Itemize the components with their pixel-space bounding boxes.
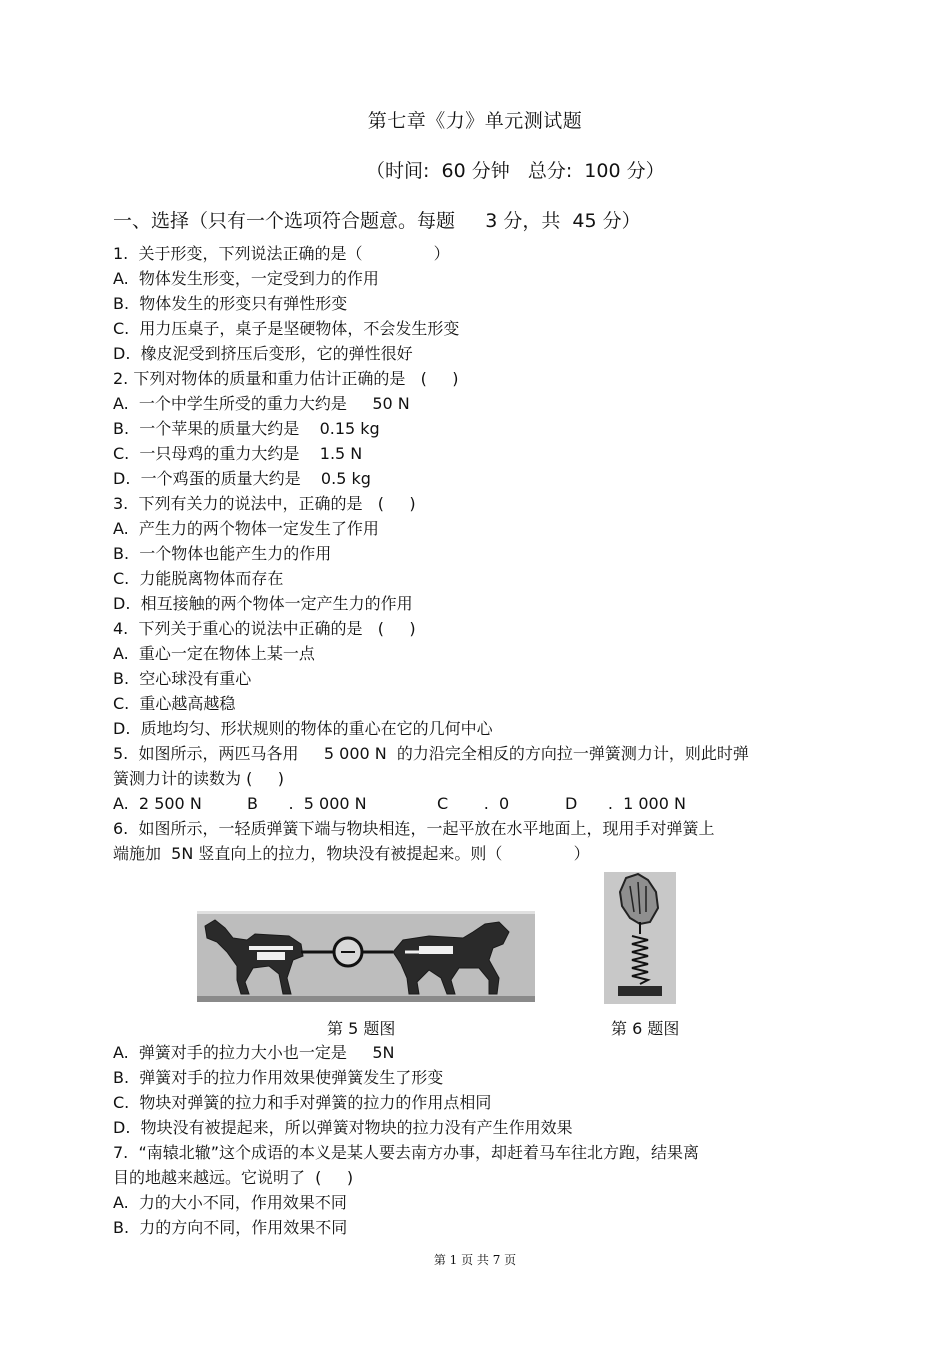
question-line: B. 一个苹果的质量大约是 0.15 kg: [113, 419, 380, 438]
figure-6-caption: 第 6 题图: [611, 1019, 680, 1038]
question-line: C. 一只母鸡的重力大约是 1.5 N: [113, 444, 363, 463]
figure-5-caption: 第 5 题图: [327, 1019, 396, 1038]
question-line: C. 用力压桌子，桌子是坚硬物体，不会发生形变: [113, 319, 460, 338]
question-line: B. 弹簧对手的拉力作用效果使弹簧发生了形变: [113, 1068, 444, 1087]
question-line: 目的地越来越远。它说明了 ( ): [113, 1168, 354, 1187]
q5-options: [113, 791, 833, 816]
question-block-2: [113, 1040, 833, 1240]
question-line: B. 空心球没有重心: [113, 669, 252, 688]
question-line: A. 弹簧对手的拉力大小也一定是 5N: [113, 1043, 395, 1062]
question-line: C. 力能脱离物体而存在: [113, 569, 284, 588]
question-line: 1. 关于形变，下列说法正确的是（ ）: [113, 244, 450, 263]
page-footer: 第 1 页 共 7 页: [433, 1253, 517, 1267]
option-d: D . 1 000 N: [565, 794, 686, 813]
spring-hand-figure: [604, 872, 676, 1004]
option-c: C . 0: [437, 794, 510, 813]
question-line: A. 一个中学生所受的重力大约是 50 N: [113, 394, 410, 413]
question-line: 6. 如图所示，一轻质弹簧下端与物块相连，一起平放在水平地面上，现用手对弹簧上: [113, 819, 715, 838]
question-line: D. 一个鸡蛋的质量大约是 0.5 kg: [113, 469, 371, 488]
question-line: B. 一个物体也能产生力的作用: [113, 544, 332, 563]
question-line: D. 物块没有被提起来，所以弹簧对物块的拉力没有产生作用效果: [113, 1118, 573, 1137]
question-line: B. 力的方向不同，作用效果不同: [113, 1218, 348, 1237]
question-block-1: [113, 241, 833, 866]
block-icon: [618, 986, 662, 996]
page-title: 第七章《力》单元测试题: [367, 110, 583, 132]
question-line: 2. 下列对物体的质量和重力估计正确的是 ( ): [113, 369, 459, 388]
question-line: C. 重心越高越稳: [113, 694, 236, 713]
option-a: A. 2 500 N: [113, 794, 202, 813]
option-b: B . 5 000 N: [247, 794, 367, 813]
question-line: A. 力的大小不同，作用效果不同: [113, 1193, 347, 1212]
two-horses-figure: [197, 908, 537, 1004]
question-line: A. 重心一定在物体上某一点: [113, 644, 315, 663]
question-line: 3. 下列有关力的说法中，正确的是 ( ): [113, 494, 416, 513]
question-line: B. 物体发生的形变只有弹性形变: [113, 294, 348, 313]
question-line: 5. 如图所示，两匹马各用 5 000 N 的力沿完全相反的方向拉一弹簧测力计，则此时弹: [113, 744, 749, 763]
question-line: 端施加 5N 竖直向上的拉力，物块没有被提起来。则（ ）: [113, 844, 590, 863]
question-line: 簧测力计的读数为 ( ): [113, 769, 285, 788]
question-line: C. 物块对弹簧的拉力和手对弹簧的拉力的作用点相同: [113, 1093, 492, 1112]
section-heading: 一、选择（只有一个选项符合题意。每题 3 分，共 45 分）: [113, 210, 641, 232]
question-line: A. 物体发生形变，一定受到力的作用: [113, 269, 379, 288]
question-line: D. 相互接触的两个物体一定产生力的作用: [113, 594, 413, 613]
question-line: D. 质地均匀、形状规则的物体的重心在它的几何中心: [113, 719, 493, 738]
question-line: A. 产生力的两个物体一定发生了作用: [113, 519, 379, 538]
question-line: 4. 下列关于重心的说法中正确的是 ( ): [113, 619, 416, 638]
exam-info: （时间: 60 分钟 总分: 100 分）: [366, 160, 665, 182]
question-line: D. 橡皮泥受到挤压后变形，它的弹性很好: [113, 344, 413, 363]
question-line: 7. “南辕北辙”这个成语的本义是某人要去南方办事，却赶着马车往北方跑，结果离: [113, 1143, 700, 1162]
